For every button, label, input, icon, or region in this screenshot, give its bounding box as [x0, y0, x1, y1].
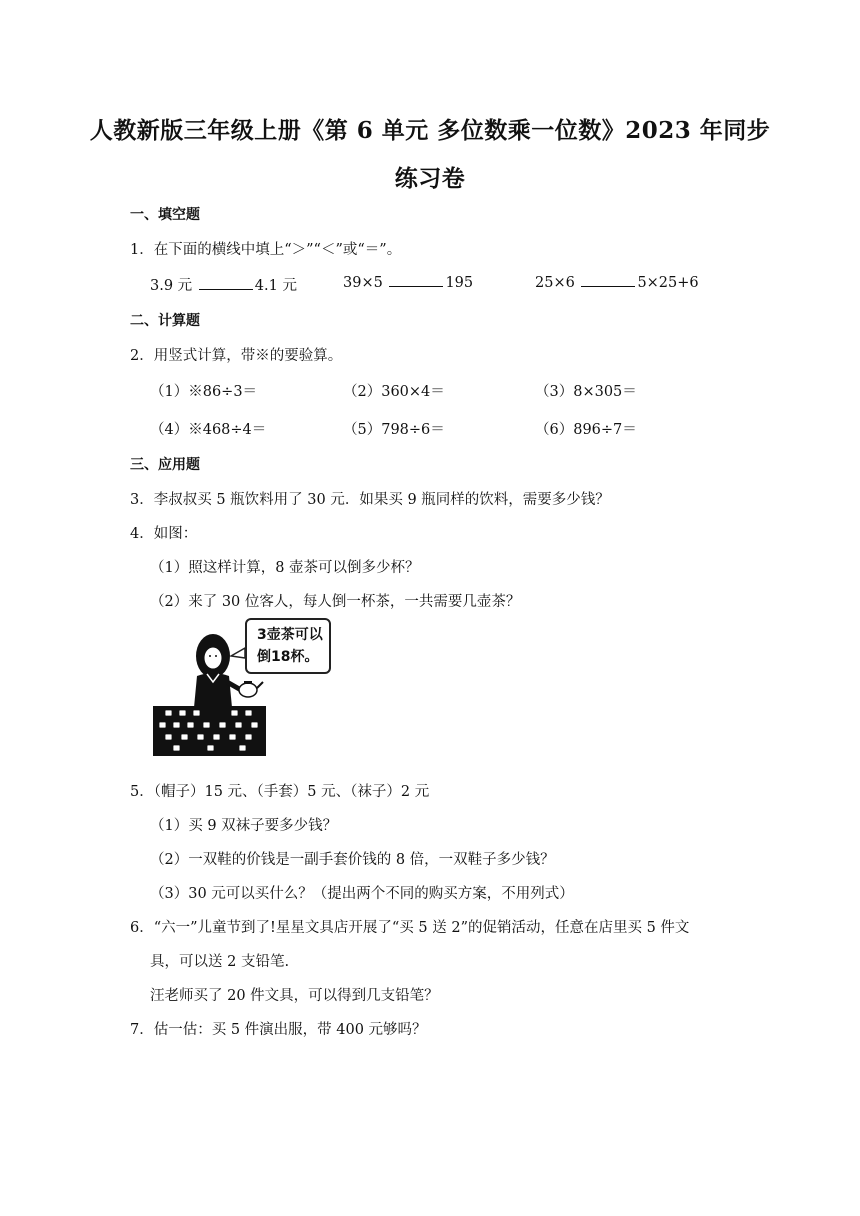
question-5-part-1: （1）买 9 双袜子要多少钱？ — [150, 818, 338, 834]
question-5-part-2: （2）一双鞋的价钱是一副手套价钱的 8 倍，一双鞋子多少钱？ — [150, 852, 555, 868]
compare-item-1 — [150, 274, 297, 295]
answer-blank[interactable] — [199, 277, 253, 290]
question-6-ask: 汪老师买了 20 件文具，可以得到几支铅笔？ — [150, 988, 439, 1004]
calc-item: （5）798÷6＝ — [343, 422, 445, 438]
calc-item: （3）8×305＝ — [535, 384, 637, 400]
compare-left: 3.9 元 — [150, 278, 193, 294]
question-4-part-2: （2）来了 30 位客人，每人倒一杯茶，一共需要几壶茶？ — [150, 594, 521, 610]
compare-item-2 — [343, 274, 473, 291]
calc-item: （6）896÷7＝ — [535, 422, 637, 438]
calc-item: （2）360×4＝ — [343, 384, 445, 400]
speech-bubble-line: 3壶茶可以 — [257, 627, 323, 643]
compare-left: 39×5 — [343, 275, 383, 291]
question-2: 2．用竖式计算，带※的要验算。 — [130, 348, 343, 364]
page-title-line2: 练习卷 — [394, 165, 466, 192]
question-7: 7．估一估：买 5 件演出服，带 400 元够吗？ — [130, 1022, 427, 1038]
question-3: 3．李叔叔买 5 瓶饮料用了 30 元．如果买 9 瓶同样的饮料，需要多少钱？ — [130, 492, 610, 508]
page-title: 人教新版三年级上册《第 6 单元 多位数乘一位数》2023 年同步 — [89, 117, 771, 144]
answer-blank[interactable] — [581, 274, 635, 287]
speech-bubble-line: 倒18杯。 — [257, 649, 319, 665]
compare-right: 4.1 元 — [254, 278, 297, 294]
section-heading-apply: 三、应用题 — [130, 457, 200, 473]
compare-right: 5×25+6 — [637, 275, 699, 291]
compare-right: 195 — [445, 275, 474, 291]
calc-item: （4）※468÷4＝ — [150, 422, 267, 438]
compare-left: 25×6 — [535, 275, 575, 291]
question-1: 1．在下面的横线中填上“＞”“＜”或“＝”。 — [130, 242, 402, 258]
compare-item-3 — [535, 274, 699, 291]
question-5-part-3: （3）30 元可以买什么？（提出两个不同的购买方案，不用列式） — [150, 886, 574, 902]
section-heading-fill: 一、填空题 — [130, 207, 200, 223]
question-4: 4．如图： — [130, 526, 198, 542]
answer-blank[interactable] — [389, 274, 443, 287]
calc-item: （1）※86÷3＝ — [150, 384, 258, 400]
question-6: 6．“六一”儿童节到了!星星文具店开展了“买 5 送 2”的促销活动，任意在店里买 5 件文 — [130, 920, 690, 936]
question-5: 5．（帽子）15 元、（手套）5 元、（袜子）2 元 — [130, 784, 430, 800]
speech-bubble — [245, 618, 331, 674]
section-heading-calc: 二、计算题 — [130, 313, 200, 329]
question-4-part-1: （1）照这样计算，8 壶茶可以倒多少杯？ — [150, 560, 420, 576]
question-6-cont: 具，可以送 2 支铅笔. — [150, 954, 290, 970]
